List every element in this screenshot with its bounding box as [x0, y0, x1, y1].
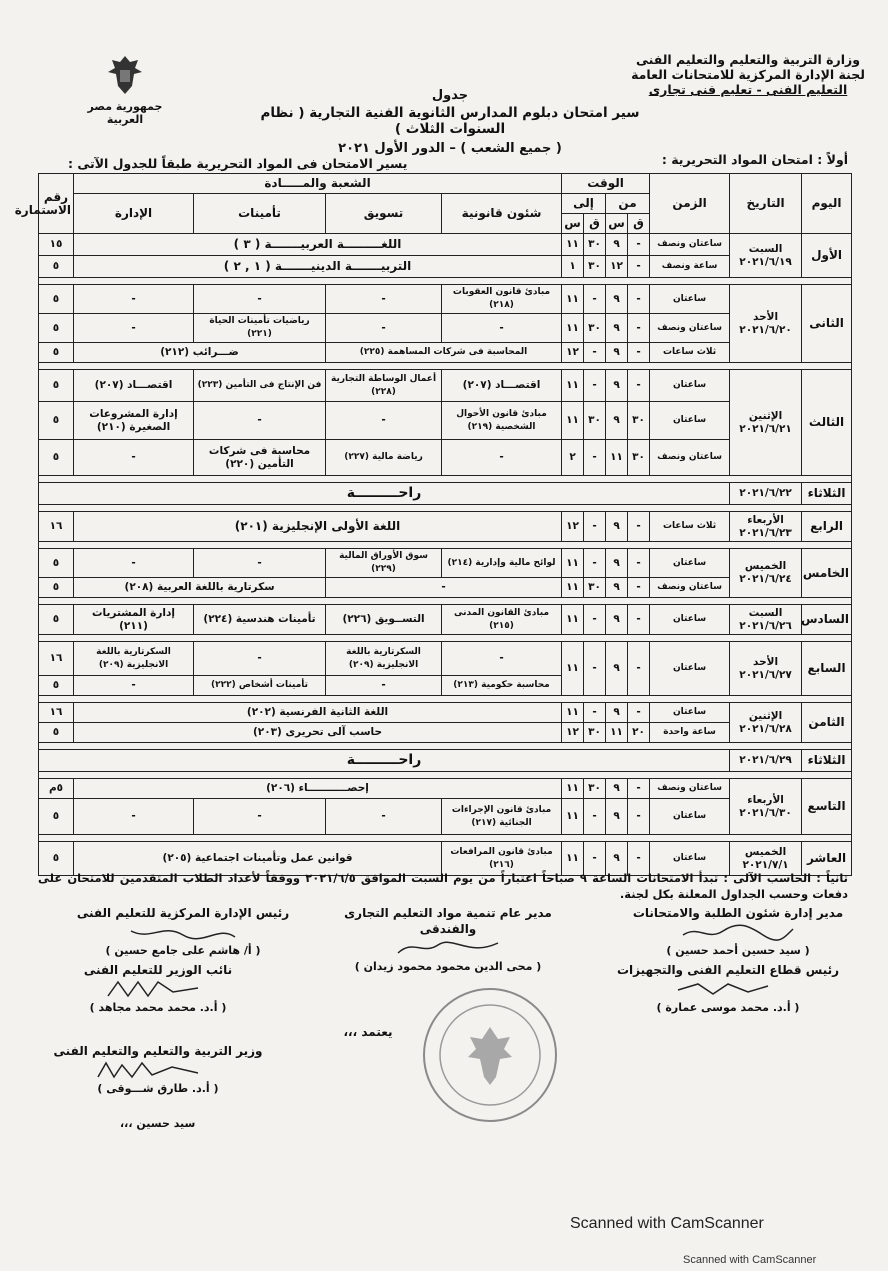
subject-cell: التربيـــــــة الدينيـــــــة ( ١ , ٢ )	[74, 256, 562, 278]
time-cell: ١١	[562, 779, 584, 799]
subject-cell: إدارة المشروعات الصغيرة (٢١٠)	[74, 402, 194, 440]
signature-title: مدير إدارة شئون الطلبة والامتحانات	[632, 906, 844, 920]
time-cell: -	[584, 605, 606, 635]
day-cell: الأول	[802, 234, 852, 278]
date-cell: الإثنين ٢٠٢١/٦/٢٨	[730, 703, 802, 743]
day-cell: الثلاثاء	[802, 750, 852, 772]
signature-name: ( محى الدين محمود محمود زيدان )	[354, 960, 542, 973]
subject-cell: -	[74, 440, 194, 476]
duration-cell: ساعتان	[650, 370, 730, 402]
exam-schedule-table	[14, 173, 852, 876]
time-cell: -	[628, 314, 650, 343]
table-row	[39, 779, 852, 799]
subject-cell: المحاسبة فى شركات المساهمة (٢٢٥)	[326, 343, 562, 363]
form-cell: ٥	[39, 343, 74, 363]
official-seal-icon	[420, 985, 560, 1125]
time-cell: ١	[562, 256, 584, 278]
duration-cell: ثلاث ساعات	[650, 343, 730, 363]
subject-cell: مبادئ قانون العقوبات (٢١٨)	[442, 285, 562, 314]
subject-cell: إحصـــــــــــاء (٢٠٦)	[74, 779, 562, 799]
table-row	[39, 605, 852, 635]
time-cell: ١٢	[562, 512, 584, 542]
date-cell: ٢٠٢١/٦/٢٢	[730, 483, 802, 505]
intro-left: يسير الامتحان فى المواد التحريرية طبقاً للجدول الآتى :	[68, 156, 408, 171]
time-cell: ١١	[562, 402, 584, 440]
time-cell: -	[584, 440, 606, 476]
time-cell: ١١	[606, 723, 628, 743]
subject-cell: اقتصـــاد (٢٠٧)	[442, 370, 562, 402]
republic-emblem-block	[70, 52, 180, 126]
subject-cell: -	[194, 642, 326, 676]
subject-cell: تأمينات أشخاص (٢٢٢)	[194, 676, 326, 696]
subject-cell: -	[194, 285, 326, 314]
time-cell: ٩	[606, 642, 628, 696]
time-cell: ٢	[562, 440, 584, 476]
time-cell: ٩	[606, 512, 628, 542]
handwritten-signature	[48, 1059, 268, 1081]
eagle-emblem-icon	[102, 52, 148, 98]
signature-2	[318, 905, 578, 975]
form-cell: ٥	[39, 605, 74, 635]
date-cell: الأربعاء ٢٠٢١/٦/٣٠	[730, 779, 802, 835]
subject-cell: اللغة الأولى الإنجليزية (٢٠١)	[74, 512, 562, 542]
signature-title: نائب الوزير للتعليم الفنى	[83, 963, 233, 977]
signature-name: ( أ.د. محمد موسى عمارة )	[656, 1001, 800, 1014]
col-legal: شئون قانونية	[442, 194, 562, 234]
time-cell: -	[628, 605, 650, 635]
time-cell: -	[628, 842, 650, 876]
subject-cell: التســويق (٢٢٦)	[326, 605, 442, 635]
duration-cell: ساعتان ونصف	[650, 779, 730, 799]
rest-cell: راحـــــــــة	[39, 483, 730, 505]
subject-cell: اللغة الثانية الفرنسية (٢٠٢)	[74, 703, 562, 723]
time-cell: -	[584, 285, 606, 314]
day-cell: الثالث	[802, 370, 852, 476]
time-cell: -	[584, 549, 606, 578]
subject-cell: اللغـــــــــة العربيـــــــة ( ٣ )	[74, 234, 562, 256]
form-cell: ٥	[39, 402, 74, 440]
subject-cell: مبادئ قانون الإجراءات الجنائية (٢١٧)	[442, 799, 562, 835]
day-cell: السادس	[802, 605, 852, 635]
col-from-hour: س	[606, 214, 628, 234]
duration-cell: ساعة واحدة	[650, 723, 730, 743]
form-cell: ٥	[39, 549, 74, 578]
time-cell: -	[584, 842, 606, 876]
subject-cell: -	[194, 402, 326, 440]
form-cell: ١٦	[39, 703, 74, 723]
time-cell: ٩	[606, 703, 628, 723]
handwritten-signature	[318, 937, 578, 959]
subject-cell: مبادئ قانون المرافعات (٢١٦)	[442, 842, 562, 876]
date-cell: الخميس ٢٠٢١/٦/٢٤	[730, 549, 802, 598]
republic-label: جمهورية مصر العربية	[87, 100, 163, 126]
time-cell: ١١	[562, 285, 584, 314]
form-cell: ٥	[39, 370, 74, 402]
approve-text: يعتمد ،،،	[343, 1025, 393, 1039]
table-row	[39, 642, 852, 676]
duration-cell: ساعتان	[650, 549, 730, 578]
time-cell: ١١	[562, 578, 584, 598]
subject-cell: -	[74, 676, 194, 696]
form-cell: ٥	[39, 676, 74, 696]
duration-cell: ساعتان ونصف	[650, 440, 730, 476]
subject-cell: رياضيات تأمينات الحياة (٢٢١)	[194, 314, 326, 343]
title-block	[240, 88, 660, 156]
duration-cell: ساعتان ونصف	[650, 234, 730, 256]
time-cell: -	[584, 642, 606, 696]
time-cell: -	[628, 799, 650, 835]
subject-cell: تأمينات هندسية (٢٢٤)	[194, 605, 326, 635]
subject-cell: إدارة المشتريات (٢١١)	[74, 605, 194, 635]
subject-cell: -	[74, 549, 194, 578]
col-date: التاريخ	[730, 174, 802, 234]
bottom-note: سيد حسين ،،،	[120, 1117, 196, 1130]
time-cell: ١٢	[562, 723, 584, 743]
signature-6	[48, 1043, 268, 1097]
day-cell: الثلاثاء	[802, 483, 852, 505]
time-cell: ٣٠	[584, 234, 606, 256]
table-row	[39, 483, 852, 505]
time-cell: ٩	[606, 402, 628, 440]
time-cell: -	[628, 285, 650, 314]
duration-cell: ساعة ونصف	[650, 256, 730, 278]
subject-cell: محاسبة فى شركات التأمين (٢٢٠)	[194, 440, 326, 476]
time-cell: -	[628, 343, 650, 363]
handwritten-signature	[63, 921, 303, 943]
handwritten-signature	[618, 921, 858, 943]
table-row	[39, 234, 852, 256]
signature-title: رئيس الإدارة المركزية للتعليم الفنى	[76, 906, 290, 920]
time-cell: -	[584, 799, 606, 835]
time-cell: ٣٠	[584, 578, 606, 598]
signature-title: رئيس قطاع التعليم الفنى والتجهيزات	[616, 963, 840, 977]
duration-cell: ساعتان	[650, 799, 730, 835]
subject-cell: قوانين عمل وتأمينات اجتماعية (٢٠٥)	[74, 842, 442, 876]
form-cell: ٥	[39, 842, 74, 876]
date-cell: الإثنين ٢٠٢١/٦/٢١	[730, 370, 802, 476]
time-cell: ٩	[606, 343, 628, 363]
signature-name: ( أ/ هاشم على جامع حسين )	[105, 944, 261, 957]
time-cell: ١٢	[606, 256, 628, 278]
subject-cell: فن الإنتاج فى التأمين (٢٢٣)	[194, 370, 326, 402]
duration-cell: ساعتان	[650, 285, 730, 314]
day-cell: التاسع	[802, 779, 852, 835]
time-cell: -	[584, 512, 606, 542]
subject-cell: مبادئ القانون المدنى (٢١٥)	[442, 605, 562, 635]
scanner-watermark-small: Scanned with CamScanner	[683, 1254, 817, 1266]
time-cell: -	[628, 642, 650, 696]
time-cell: ١١	[562, 799, 584, 835]
signature-3	[63, 905, 303, 959]
subject-cell: السكرتارية باللغة الانجليزية (٢٠٩)	[326, 642, 442, 676]
time-cell: ٩	[606, 370, 628, 402]
form-cell: ٥م	[39, 779, 74, 799]
subject-cell: -	[326, 676, 442, 696]
subject-cell: السكرتارية باللغة الانجليزية (٢٠٩)	[74, 642, 194, 676]
form-cell: ١٦	[39, 512, 74, 542]
date-cell: ٢٠٢١/٦/٢٩	[730, 750, 802, 772]
subject-cell: -	[74, 285, 194, 314]
time-cell: ٣٠	[584, 779, 606, 799]
col-duration: الزمن	[650, 174, 730, 234]
col-time: الوقت	[562, 174, 650, 194]
signature-name: ( أ.د. محمد محمد مجاهد )	[89, 1001, 227, 1014]
subject-cell: -	[194, 549, 326, 578]
time-cell: -	[628, 703, 650, 723]
time-cell: ١١	[562, 642, 584, 696]
time-cell: -	[628, 256, 650, 278]
date-cell: الأحد ٢٠٢١/٦/٢٠	[730, 285, 802, 363]
time-cell: -	[628, 370, 650, 402]
subject-cell: حاسب آلى تحريرى (٢٠٣)	[74, 723, 562, 743]
subject-cell: سوق الأوراق المالية (٢٢٩)	[326, 549, 442, 578]
time-cell: ١٢	[562, 343, 584, 363]
approval-label	[318, 1024, 418, 1040]
day-cell: العاشر	[802, 842, 852, 876]
time-cell: ٢٠	[628, 723, 650, 743]
time-cell: -	[628, 234, 650, 256]
ministry-header	[628, 52, 868, 97]
table-row	[39, 703, 852, 723]
duration-cell: ساعتان	[650, 642, 730, 696]
subject-cell: محاسبة حكومية (٢١٣)	[442, 676, 562, 696]
subject-cell: -	[74, 799, 194, 835]
subject-cell: -	[326, 402, 442, 440]
col-to: إلى	[562, 194, 606, 214]
duration-cell: ساعتان	[650, 842, 730, 876]
col-day: اليوم	[802, 174, 852, 234]
title-line-2: سير امتحان دبلوم المدارس الثانوية الفنية التجارية ( نظام السنوات الثلاث )	[260, 105, 640, 137]
time-cell: ٩	[606, 799, 628, 835]
table-row	[39, 750, 852, 772]
col-insurance: تأمينات	[194, 194, 326, 234]
form-cell: ١٦	[39, 642, 74, 676]
duration-cell: ساعتان	[650, 703, 730, 723]
time-cell: -	[584, 370, 606, 402]
col-from: من	[606, 194, 650, 214]
date-cell: الأحد ٢٠٢١/٦/٢٧	[730, 642, 802, 696]
time-cell: ١١	[562, 703, 584, 723]
time-cell: ١١	[562, 605, 584, 635]
day-cell: الرابع	[802, 512, 852, 542]
subject-cell: -	[442, 440, 562, 476]
form-cell: ٥	[39, 440, 74, 476]
table-row	[39, 512, 852, 542]
time-cell: ١١	[562, 549, 584, 578]
ministry-line-3: التعليم الفنى - تعليم فنى تجارى	[648, 82, 848, 97]
form-cell: ١٥	[39, 234, 74, 256]
col-admin: الإدارة	[74, 194, 194, 234]
day-cell: السابع	[802, 642, 852, 696]
col-form-no: رقم الاستمارة	[39, 174, 74, 234]
time-cell: ٣٠	[584, 402, 606, 440]
time-cell: -	[628, 512, 650, 542]
signature-4	[598, 962, 858, 1016]
subject-cell: -	[326, 799, 442, 835]
time-cell: ٩	[606, 549, 628, 578]
subject-cell: -	[194, 799, 326, 835]
handwritten-signature	[598, 978, 858, 1000]
date-cell: الأربعاء ٢٠٢١/٦/٢٣	[730, 512, 802, 542]
time-cell: ١١	[562, 234, 584, 256]
signature-1	[618, 905, 858, 959]
title-line-3: ( جميع الشعب ) – الدور الأول ٢٠٢١	[338, 141, 562, 156]
time-cell: -	[584, 343, 606, 363]
handwritten-signature	[48, 978, 268, 1000]
date-cell: السبت ٢٠٢١/٦/١٩	[730, 234, 802, 278]
time-cell: ١١	[606, 440, 628, 476]
form-cell: ٥	[39, 256, 74, 278]
form-cell: ٥	[39, 285, 74, 314]
col-to-hour: س	[562, 214, 584, 234]
table-row	[39, 549, 852, 578]
subject-cell: اقتصـــاد (٢٠٧)	[74, 370, 194, 402]
form-cell: ٥	[39, 799, 74, 835]
time-cell: -	[584, 703, 606, 723]
subject-cell: -	[326, 314, 442, 343]
duration-cell: ساعتان	[650, 402, 730, 440]
time-cell: ١١	[562, 314, 584, 343]
table-row	[39, 370, 852, 402]
time-cell: ٣٠	[584, 723, 606, 743]
date-cell: السبت ٢٠٢١/٦/٢٦	[730, 605, 802, 635]
subject-cell: مبادئ قانون الأحوال الشخصية (٢١٩)	[442, 402, 562, 440]
time-cell: ٩	[606, 314, 628, 343]
subject-cell: -	[74, 314, 194, 343]
subject-cell: -	[442, 642, 562, 676]
time-cell: ٣٠	[628, 440, 650, 476]
form-cell: ٥	[39, 314, 74, 343]
signature-title: وزير التربية والتعليم والتعليم الفنى	[53, 1044, 263, 1058]
subject-cell: -	[442, 314, 562, 343]
time-cell: ٣٠	[584, 256, 606, 278]
intro-right: أولاً : امتحان المواد التحريرية :	[661, 152, 848, 167]
date-cell: الخميس ٢٠٢١/٧/١	[730, 842, 802, 876]
time-cell: ٩	[606, 285, 628, 314]
col-from-minute: ق	[628, 214, 650, 234]
day-cell: الثانى	[802, 285, 852, 363]
time-cell: ٣٠	[628, 402, 650, 440]
time-cell: -	[628, 549, 650, 578]
table-row	[39, 285, 852, 314]
time-cell: ٩	[606, 578, 628, 598]
subject-cell: رياضة مالية (٢٢٧)	[326, 440, 442, 476]
title-line-1: جدول	[431, 88, 469, 103]
signature-name: ( سيد حسين أحمد حسين )	[666, 944, 810, 957]
subject-cell: أعمال الوساطة التجارية (٢٢٨)	[326, 370, 442, 402]
duration-cell: ساعتان ونصف	[650, 314, 730, 343]
signature-5	[48, 962, 268, 1016]
duration-cell: ثلاث ساعات	[650, 512, 730, 542]
form-cell: ٥	[39, 723, 74, 743]
time-cell: -	[628, 578, 650, 598]
duration-cell: ساعتان	[650, 605, 730, 635]
day-cell: الثامن	[802, 703, 852, 743]
time-cell: ١١	[562, 842, 584, 876]
rest-cell: راحـــــــــة	[39, 750, 730, 772]
time-cell: ٣٠	[584, 314, 606, 343]
col-marketing: تسويق	[326, 194, 442, 234]
subject-cell: سكرتارية باللغة العربية (٢٠٨)	[74, 578, 326, 598]
time-cell: ٩	[606, 605, 628, 635]
time-cell: -	[628, 779, 650, 799]
subject-cell: ضـــرائب (٢١٢)	[74, 343, 326, 363]
duration-cell: ساعتان ونصف	[650, 578, 730, 598]
col-division-subject: الشعبة والمـــــادة	[74, 174, 562, 194]
time-cell: ٩	[606, 779, 628, 799]
col-to-minute: ق	[584, 214, 606, 234]
time-cell: ٩	[606, 842, 628, 876]
time-cell: ٩	[606, 234, 628, 256]
ministry-line-2: لجنة الإدارة المركزية للامتحانات العامة	[631, 67, 865, 82]
computer-exam-note: ثانياً : الحاسب الآلى : تبدأ الامتحانات الساعة ٩ صباحاً اعتباراً من يوم السبت الموافق ٢٠٢١/٦/٥ ووفقاً لأعداد الطلاب المتقدمين للامتحان على دفعات وحسب الجداول المعلنة بكل لجنة.	[38, 871, 848, 901]
form-cell: ٥	[39, 578, 74, 598]
signature-name: ( أ.د. طارق شـــوقى )	[97, 1082, 219, 1095]
scanner-watermark: Scanned with CamScanner	[570, 1215, 764, 1232]
subject-cell: لوائح مالية وإدارية (٢١٤)	[442, 549, 562, 578]
day-cell: الخامس	[802, 549, 852, 598]
ministry-line-1: وزارة التربية والتعليم والتعليم الفنى	[635, 52, 861, 67]
time-cell: ١١	[562, 370, 584, 402]
signature-title: مدير عام تنمية مواد التعليم التجارى والفندقى	[344, 906, 552, 936]
subject-cell: -	[326, 578, 562, 598]
subject-cell: -	[326, 285, 442, 314]
